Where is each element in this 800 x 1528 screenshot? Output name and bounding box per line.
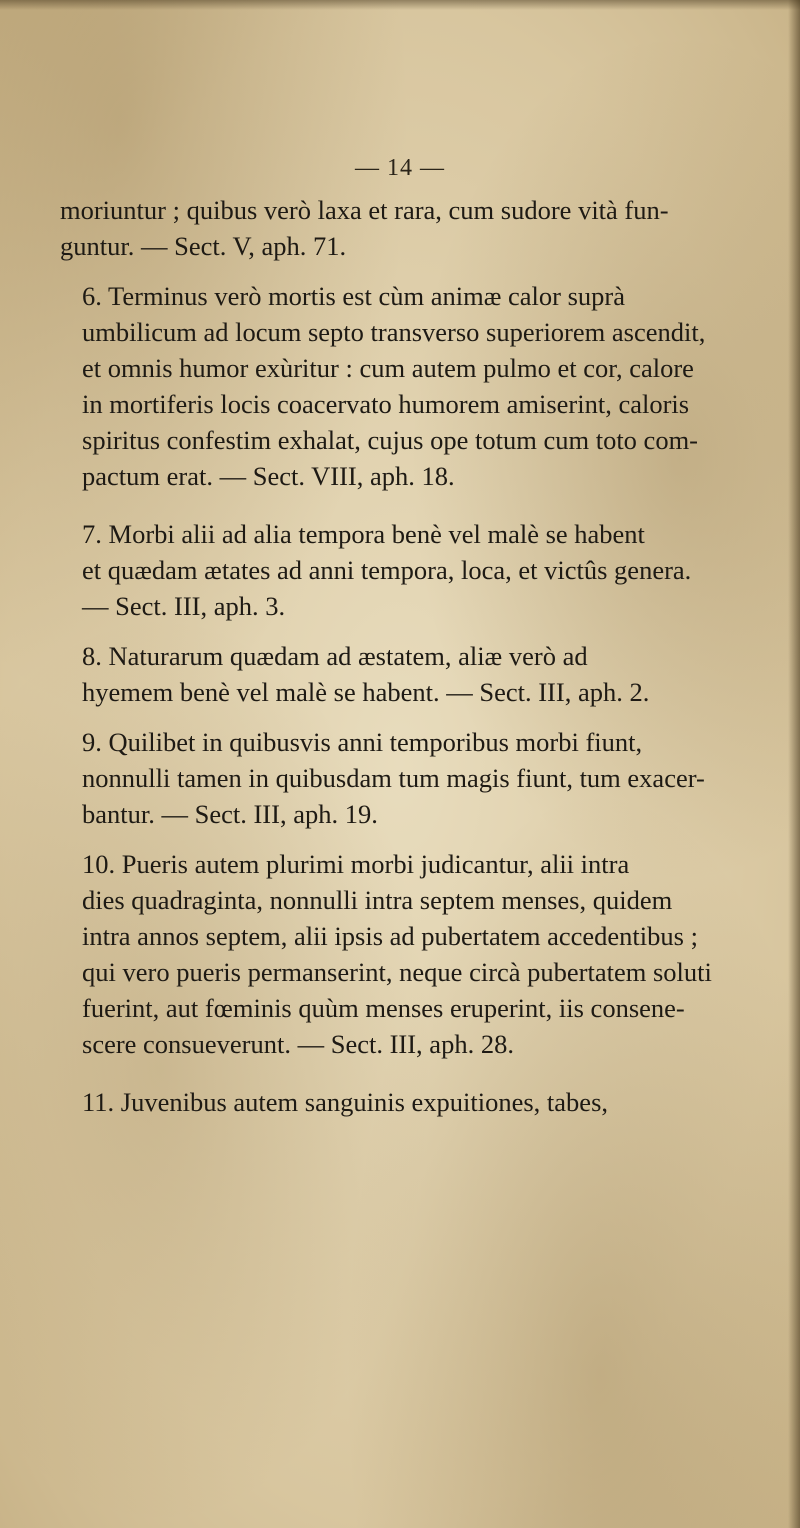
text-line: hyemem benè vel malè se habent. — Sect. III, aph. 2.	[82, 677, 650, 707]
text-line: — Sect. III, aph. 3.	[82, 591, 286, 621]
aphorism-10	[60, 846, 740, 1062]
aphorism-9	[60, 724, 740, 832]
text-line: intra annos septem, alii ipsis ad pubertatem accedentibus ;	[82, 921, 698, 951]
text-line: scere consueverunt. — Sect. III, aph. 28.	[82, 1029, 514, 1059]
paragraph-continuation	[60, 192, 740, 264]
text-line: 7. Morbi alii ad alia tempora benè vel malè se habent	[82, 519, 645, 549]
page-right-edge-shadow	[788, 0, 800, 1528]
aphorism-7	[60, 516, 740, 624]
text-line: 11. Juvenibus autem sanguinis expuitiones, tabes,	[82, 1087, 609, 1117]
aphorism-11	[60, 1084, 740, 1120]
text-line: qui vero pueris permanserint, neque circà pubertatem soluti	[82, 957, 712, 987]
text-line: bantur. — Sect. III, aph. 19.	[82, 799, 378, 829]
text-line: 9. Quilibet in quibusvis anni temporibus morbi fiunt,	[82, 727, 643, 757]
text-line: spiritus confestim exhalat, cujus ope totum cum toto com-	[82, 425, 699, 455]
text-line: dies quadraginta, nonnulli intra septem menses, quidem	[82, 885, 673, 915]
body-text	[60, 192, 740, 1134]
text-line: pactum erat. — Sect. VIII, aph. 18.	[82, 461, 455, 491]
text-line: moriuntur ; quibus verò laxa et rara, cum sudore vità fun-	[60, 195, 669, 225]
text-line: umbilicum ad locum septo transverso superiorem ascendit,	[82, 317, 706, 347]
aphorism-6	[60, 278, 740, 494]
text-line: et quædam ætates ad anni tempora, loca, et victûs genera.	[82, 555, 692, 585]
page-number: — 14 —	[355, 155, 445, 181]
text-line: 6. Terminus verò mortis est cùm animæ calor suprà	[82, 281, 626, 311]
text-line: et omnis humor exùritur : cum autem pulmo et cor, calore	[82, 353, 694, 383]
text-line: fuerint, aut fœminis quùm menses eruperint, iis consene-	[82, 993, 685, 1023]
text-line: 8. Naturarum quædam ad æstatem, aliæ verò ad	[82, 641, 588, 671]
aphorism-8	[60, 638, 740, 710]
text-line: guntur. — Sect. V, aph. 71.	[60, 231, 347, 261]
text-line: in mortiferis locis coacervato humorem amiserint, caloris	[82, 389, 690, 419]
text-line: nonnulli tamen in quibusdam tum magis fiunt, tum exacer-	[82, 763, 705, 793]
page-top-edge-shadow	[0, 0, 800, 10]
text-line: 10. Pueris autem plurimi morbi judicantur, alii intra	[82, 849, 630, 879]
